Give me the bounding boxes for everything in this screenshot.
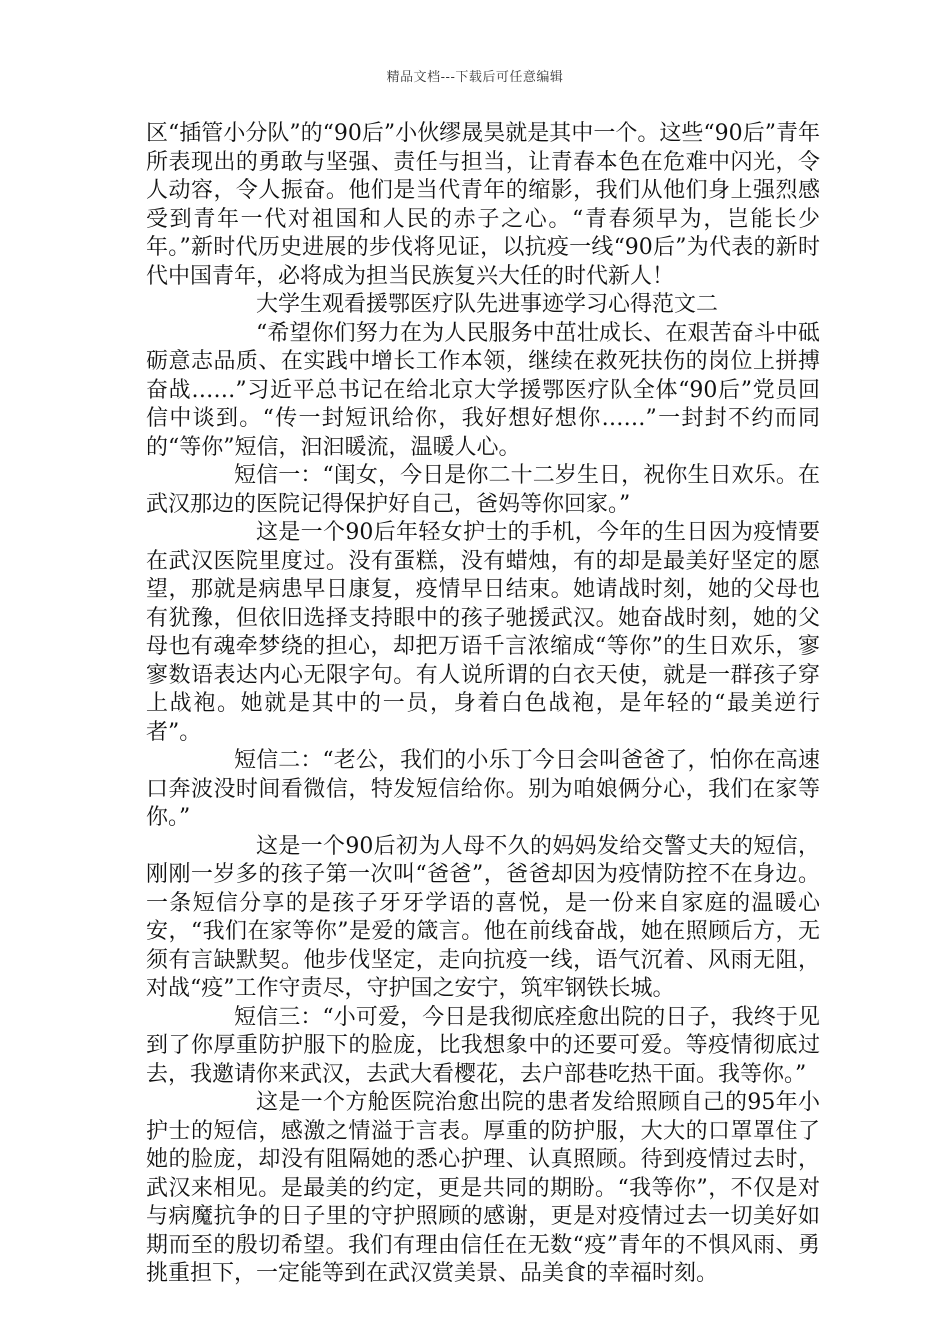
document-body — [146, 120, 820, 1289]
page-header: 精品文档---下载后可任意编辑 — [386, 70, 564, 85]
paragraph: 这是一个90后初为人母不久的妈妈发给交警丈夫的短信，刚刚一岁多的孩子第一次叫“爸爸”，爸爸却因为疫情防控不在身边。一条短信分享的是孩子牙牙学语的喜悦，是一份来自家庭的温暖心安，“我们在家等你”是爱的箴言。他在前线奋战，她在照顾后方，无须有言缺默契。他步伐坚定，走向抗疫一线，语气沉着、风雨无阻，对战“疫”工作守责尽，守护国之安宁，筑牢钢铁长城。 — [146, 833, 820, 1001]
paragraph-message-three: 短信三：“小可爱，今日是我彻底痊愈出院的日子，我终于见到了你厚重防护服下的脸庞，比我想象中的还要可爱。等疫情彻底过去，我邀请你来武汉，去武大看樱花，去户部巷吃热干面。我等你。” — [146, 1004, 820, 1087]
paragraph: 这是一个方舱医院治愈出院的患者发给照顾自己的95年小护士的短信，感激之情溢于言表。厚重的防护服，大大的口罩罩住了她的脸庞，却没有阻隔她的悉心护理、认真照顾。待到疫情过去时，武汉来相见。是最美的约定，更是共同的期盼。“我等你”，不仅是对与病魔抗争的日子里的守护照顾的感谢，更是对疫情过去一切美好如期而至的殷切希望。我们有理由信任在无数“疫”青年的不惧风雨、勇挑重担下，一定能等到在武汉赏美景、品美食的幸福时刻。 — [146, 1090, 820, 1286]
paragraph-intro-continued: 区“插管小分队”的“90后”小伙缪晟昊就是其中一个。这些“90后”青年所表现出的勇敢与坚强、责任与担当，让青春本色在危难中闪光，令人动容，令人振奋。他们是当代青年的缩影，我们从他们身上强烈感受到青年一代对祖国和人民的赤子之心。“青春须早为，岂能长少年。”新时代历史进展的步伐将见证，以抗疫一线“90后”为代表的新时代中国青年，必将成为担当民族复兴大任的时代新人！ — [146, 121, 820, 289]
paragraph: “希望你们努力在为人民服务中茁壮成长、在艰苦奋斗中砥砺意志品质、在实践中增长工作本领，继续在救死扶伤的岗位上拼搏奋战……”习近平总书记在给北京大学援鄂医疗队全体“90后”党员回信中谈到。“传一封短讯给你，我好想好想你……”一封封不约而同的“等你”短信，汩汩暖流，温暖人心。 — [146, 320, 820, 460]
paragraph: 这是一个90后年轻女护士的手机，今年的生日因为疫情要在武汉医院里度过。没有蛋糕，没有蜡烛，有的却是最美好坚定的愿望，那就是病患早日康复，疫情早日结束。她请战时刻，她的父母也有犹豫，但依旧选择支持眼中的孩子驰援武汉。她奋战时刻，她的父母也有魂牵梦绕的担心，却把万语千言浓缩成“等你”的生日欢乐，寥寥数语表达内心无限字句。有人说所谓的白衣天使，就是一群孩子穿上战袍。她就是其中的一员，身着白色战袍，是年轻的“最美逆行者”。 — [146, 520, 820, 745]
section-heading: 大学生观看援鄂医疗队先进事迹学习心得范文二 — [256, 292, 719, 317]
paragraph-message-one: 短信一：“闺女，今日是你二十二岁生日，祝你生日欢乐。在武汉那边的医院记得保护好自己，爸妈等你回家。” — [146, 463, 820, 517]
paragraph-message-two: 短信二：“老公，我们的小乐丁今日会叫爸爸了，怕你在高速口奔波没时间看微信，特发短信给你。别为咱娘俩分心，我们在家等你。” — [146, 748, 820, 830]
